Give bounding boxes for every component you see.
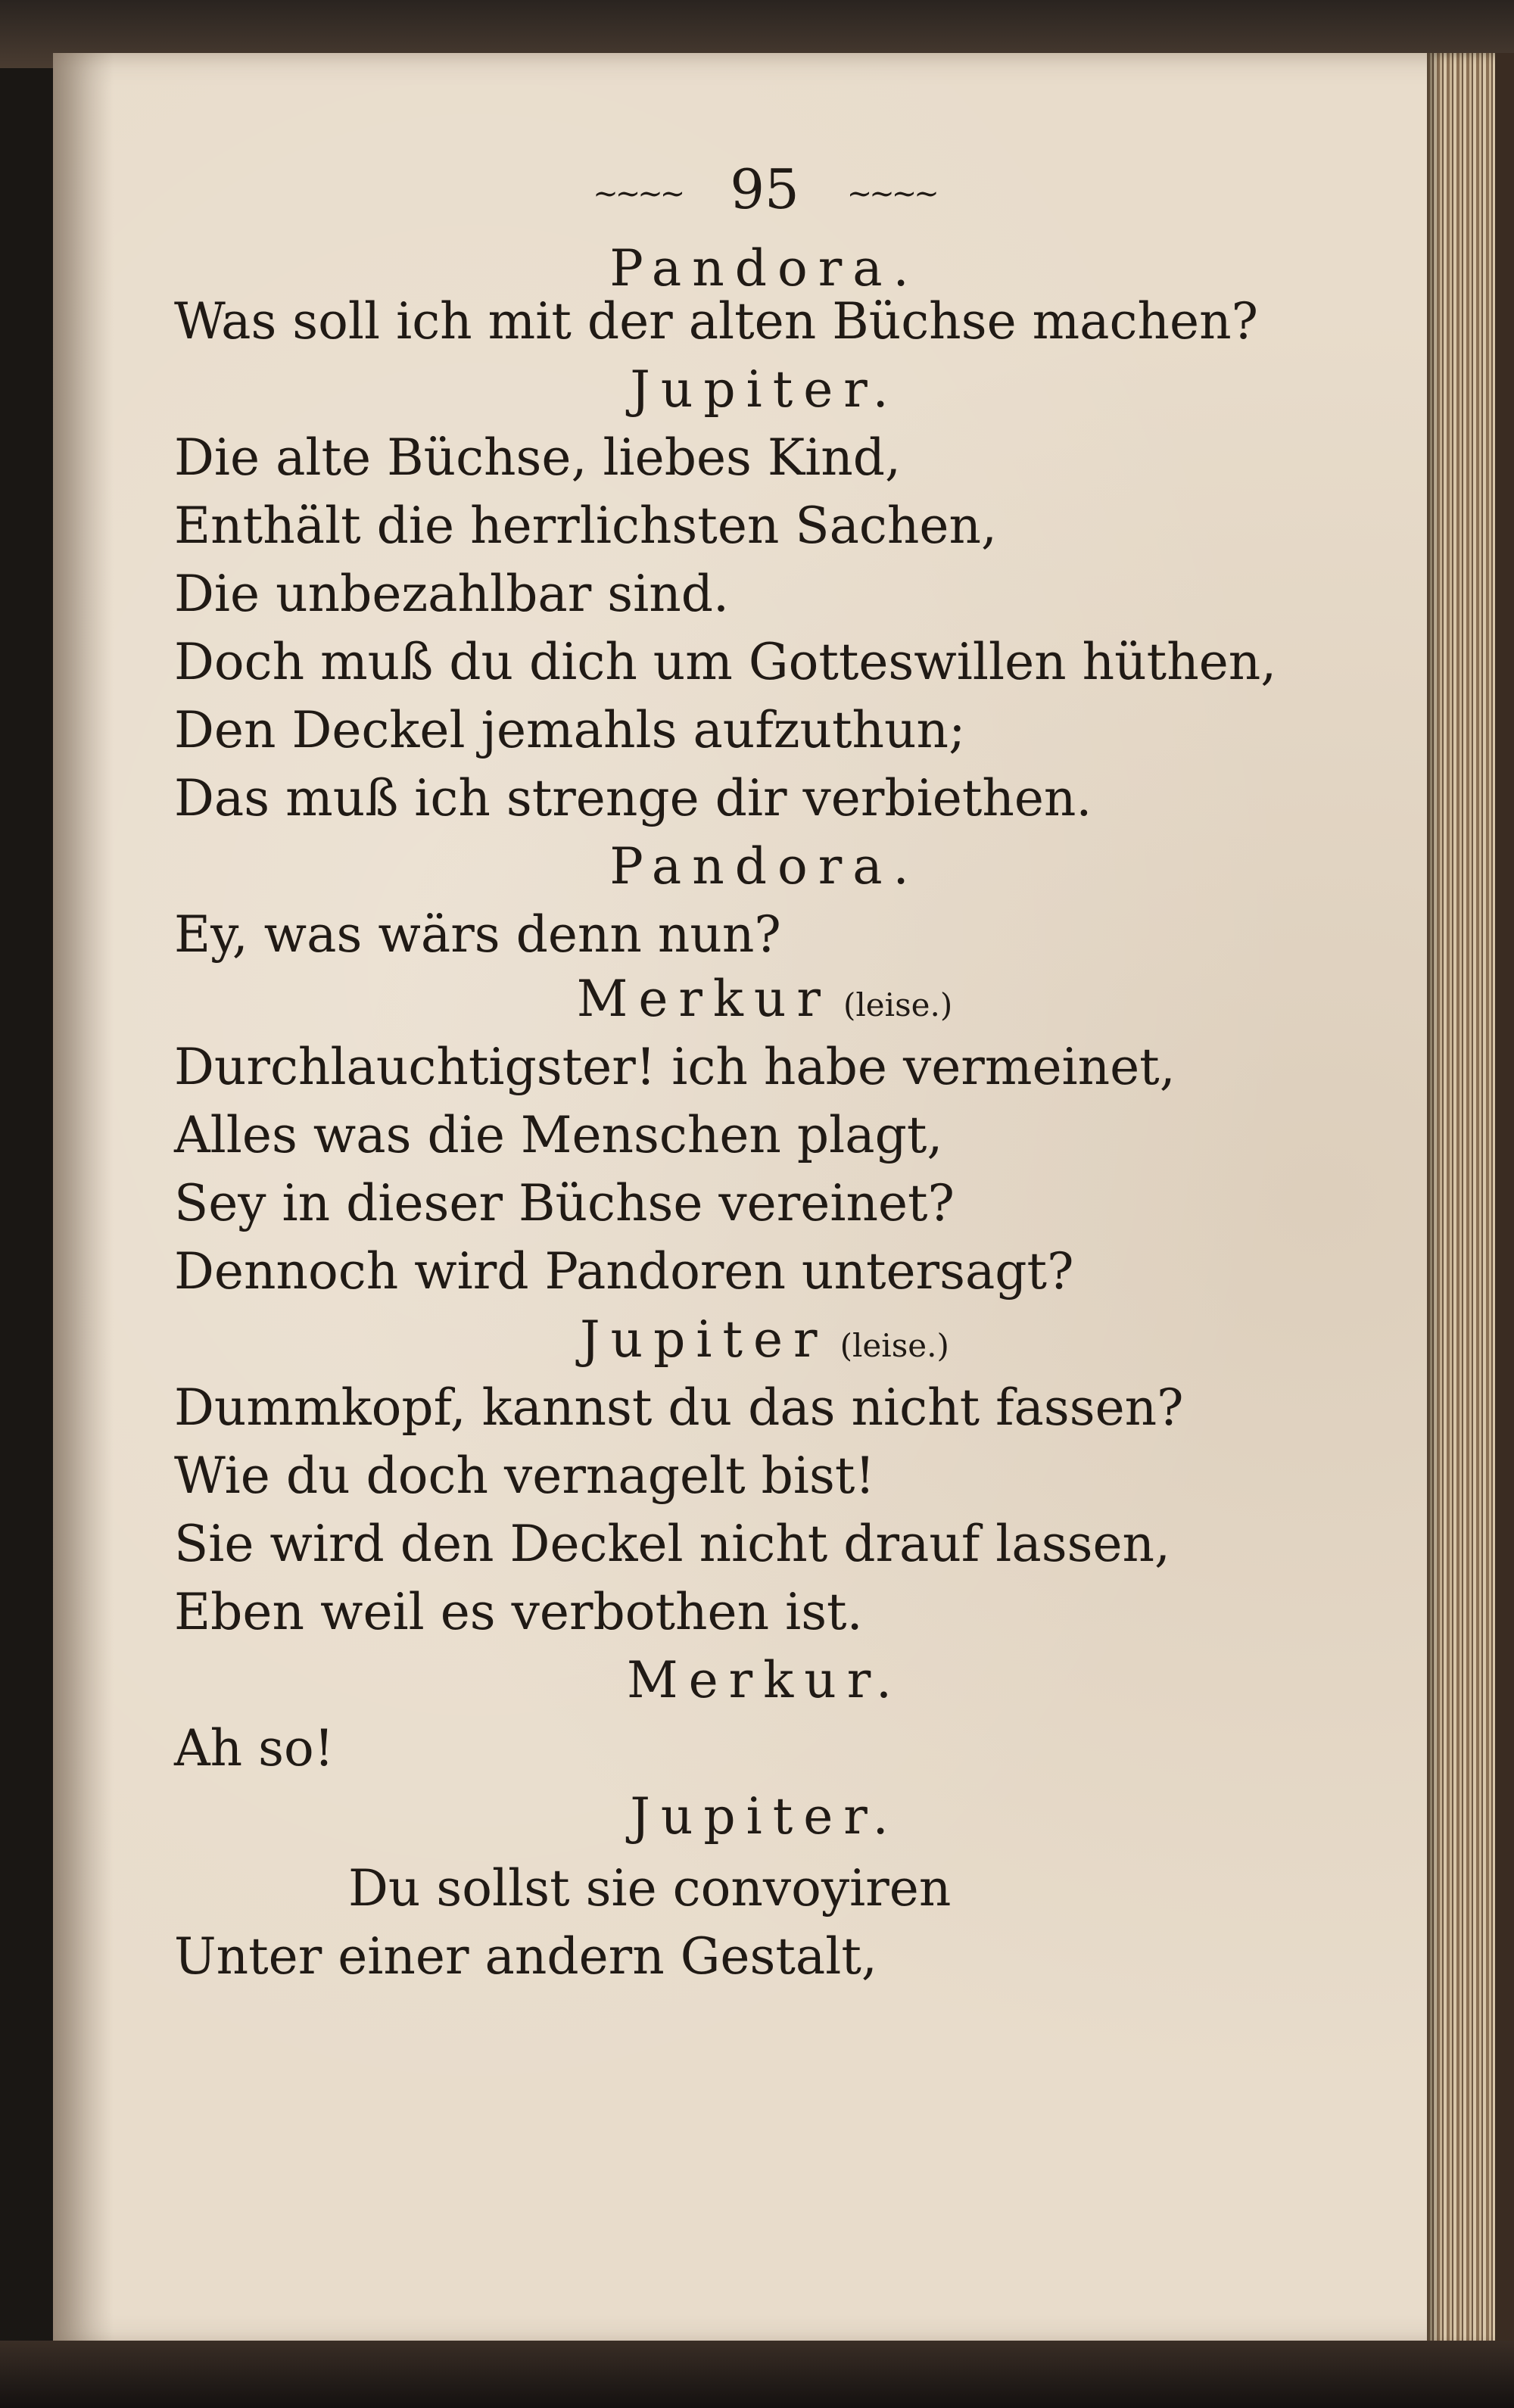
speaker-label: Pandora. [609,837,920,896]
header-ornament-right: ~~~~ [846,176,936,211]
verse-line: Durchlauchtigster! ich habe vermeinet, [174,1038,1176,1096]
header-ornament-left: ~~~~ [593,176,683,211]
verse-line: Enthält die herrlichsten Sachen, [174,497,997,555]
verse-line: Dennoch wird Pandoren untersagt? [174,1242,1074,1301]
verse-line: Sey in dieser Büchse vereinet? [174,1174,955,1232]
speaker-label: Jupiter. [630,1787,899,1846]
speaker-name [386,1787,1143,1847]
verse-line: Ey, was wärs denn nun? [174,905,781,964]
speaker-name [386,1650,1143,1711]
speaker-name [386,238,1143,299]
speaker-label: Jupiter. [630,360,899,419]
speaker-label: Pandora. [609,239,920,297]
page-header [500,159,1030,224]
stage-direction: (leise.) [843,986,953,1023]
verse-line: Sie wird den Deckel nicht drauf lassen, [174,1515,1171,1573]
verse-line: Dummkopf, kannst du das nicht fassen? [174,1378,1184,1437]
verse-line: Ah so! [174,1719,335,1777]
verse-line: Alles was die Menschen plagt, [174,1106,943,1164]
speaker-name [386,360,1143,420]
page-gutter-shadow [53,53,114,2347]
verse-line: Die unbezahlbar sind. [174,565,729,623]
speaker-name [386,1310,1143,1376]
speaker-label: Merkur [576,970,831,1028]
speaker-label: Merkur. [627,1651,902,1709]
stage-direction: (leise.) [840,1327,949,1364]
book-cover-edge [1495,53,1514,2347]
verse-line: Das muß ich strenge dir verbiethen. [174,769,1092,827]
speaker-label: Jupiter [580,1310,828,1369]
verse-line: Unter einer andern Gestalt, [174,1927,877,1986]
page-number: 95 [730,157,799,221]
speaker-name [386,969,1143,1036]
verse-line: Den Deckel jemahls aufzuthun; [174,701,966,759]
verse-line: Eben weil es verbothen ist. [174,1583,863,1641]
verse-line: Wie du doch vernagelt bist! [174,1447,875,1505]
speaker-name [386,836,1143,897]
book-bottom-edge [0,2341,1514,2408]
verse-line: Was soll ich mit der alten Büchse machen? [174,292,1258,350]
verse-line: Die alte Büchse, liebes Kind, [174,428,902,487]
verse-line: Du sollst sie convoyiren [348,1859,952,1917]
verse-line: Doch muß du dich um Gotteswillen hüthen, [174,633,1277,691]
